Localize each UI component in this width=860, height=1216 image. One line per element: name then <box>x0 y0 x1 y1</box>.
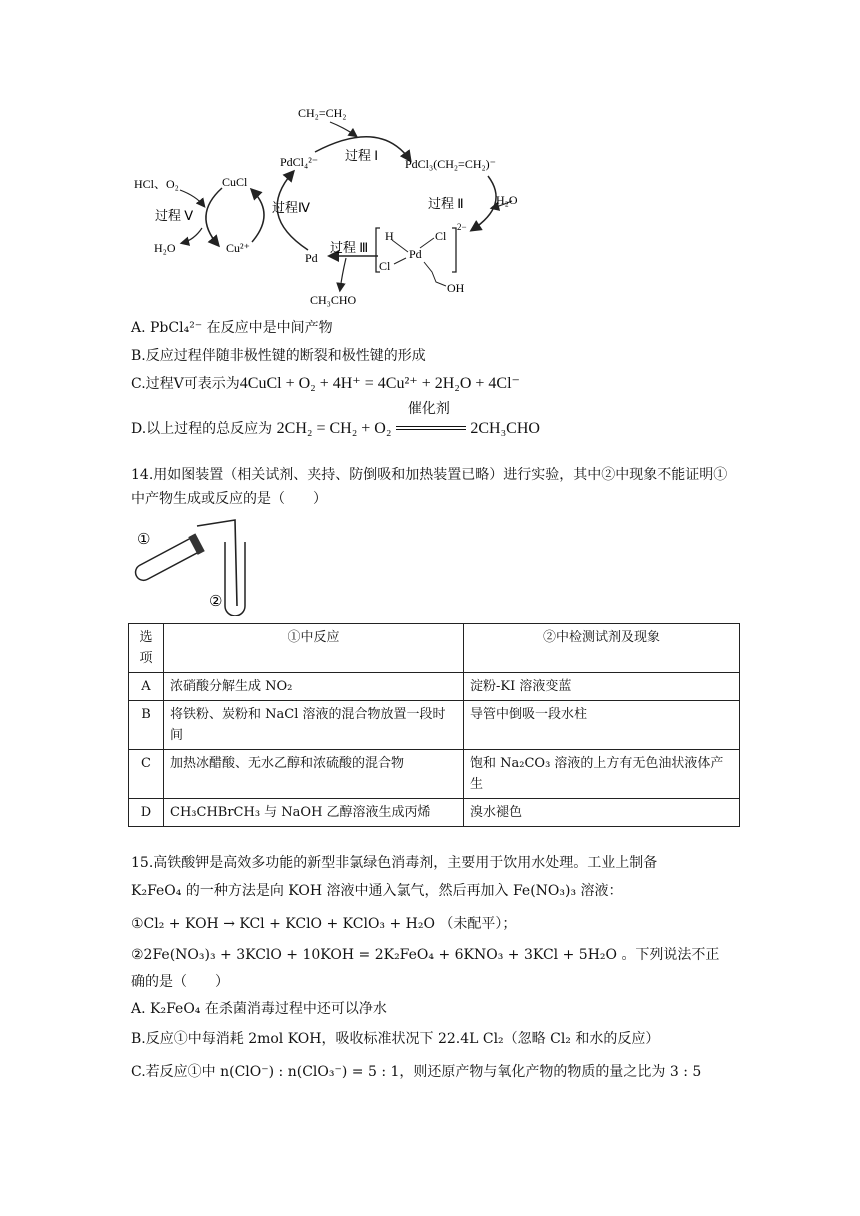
q14-stem: 14.用如图装置（相关试剂、夹持、防倒吸和加热装置已略）进行实验，其中②中现象不能证明①中产物生成或反应的是（ ） <box>131 467 728 507</box>
table-cell: 加热冰醋酸、无水乙醇和浓硫酸的混合物 <box>164 750 464 799</box>
pd-label: Pd <box>305 251 318 265</box>
pdcl3-complex-label: PdCl₃(CH₂=CH₂)⁻ <box>405 157 496 171</box>
complex-cl-top-label: Cl <box>435 229 447 243</box>
complex-bracket-right <box>452 228 456 272</box>
process1-label: 过程 Ⅰ <box>345 148 379 163</box>
table-row <box>129 673 740 701</box>
process5-label: 过程 Ⅴ <box>155 208 194 223</box>
ethylene-label: CH₂=CH₂ <box>298 106 347 120</box>
q15-option-b: B.反应①中每消耗 2mol KOH，吸收标准状况下 22.4L Cl₂（忽略 Cl₂ 和水的反应） <box>131 1031 660 1047</box>
q15-equation1: ①Cl₂ + KOH → KCl + KClO + KClO₃ + H₂O （未配平）； <box>131 916 517 932</box>
table-row <box>129 701 740 750</box>
table-cell: 将铁粉、炭粉和 NaCl 溶液的混合物放置一段时间 <box>164 701 464 750</box>
complex-pd-label: Pd <box>409 247 422 261</box>
table-cell: C <box>129 750 164 799</box>
q13-option-d-left: 2CH₂ = CH₂ + O₂ <box>276 420 392 437</box>
q14-table <box>128 623 740 827</box>
table-cell: A <box>129 673 164 701</box>
table-cell: 溴水褪色 <box>464 799 740 827</box>
table-cell: 淀粉-KI 溶液变蓝 <box>464 673 740 701</box>
q13-option-c-prefix: C.过程Ⅴ可表示为 <box>131 376 240 392</box>
hcl-o2-label: HCl、O₂ <box>134 177 179 191</box>
complex-h-label: H <box>385 229 394 243</box>
process2-label: 过程 Ⅱ <box>428 196 464 211</box>
q15-equation2-cont: 确的是（ ） <box>131 974 229 990</box>
hcl-in-arrow <box>180 190 204 206</box>
table-cell: B <box>129 701 164 750</box>
complex-cl-left-label: Cl <box>379 259 391 273</box>
cucl-label: CuCl <box>222 175 248 189</box>
q15-stem-line1: 15.高铁酸钾是高效多功能的新型非氯绿色消毒剂，主要用于饮用水处理。工业上制备 <box>131 855 658 871</box>
table-header-row <box>129 624 740 673</box>
table-row <box>129 799 740 827</box>
ethylene-in-arrow <box>330 122 356 136</box>
water-out-label: H₂O <box>154 241 176 255</box>
table-header-reaction: ①中反应 <box>164 624 464 673</box>
tube2-label: ② <box>209 592 223 610</box>
cu2-to-cucl-arrow <box>252 190 264 242</box>
tube1-label: ① <box>137 530 151 548</box>
complex-charge-label: 2− <box>457 222 467 232</box>
table-cell: CH₃CHBrCH₃ 与 NaOH 乙醇溶液生成丙烯 <box>164 799 464 827</box>
catalyst-arrow <box>396 401 466 444</box>
table-cell: D <box>129 799 164 827</box>
table-header-option: 选项 <box>129 624 164 673</box>
apparatus-diagram <box>125 508 255 616</box>
q13-option-a: A. PbCl₄²⁻ 在反应中是中间产物 <box>131 320 333 336</box>
water-in-label: H₂O <box>496 193 518 207</box>
catalyst-label: 催化剂 <box>407 401 450 417</box>
q15-equation2: ②2Fe(NO₃)₃ + 3KClO + 10KOH = 2K₂FeO₄ + 6KNO₃ + 3KCl + 5H₂O 。下列说法不正 <box>131 947 720 963</box>
q13-option-b: B.反应过程伴随非极性键的断裂和极性键的形成 <box>131 348 426 364</box>
acetaldehyde-out-arrow <box>340 258 346 290</box>
q15-option-a: A. K₂FeO₄ 在杀菌消毒过程中还可以净水 <box>131 1001 387 1017</box>
table-cell: 浓硝酸分解生成 NO₂ <box>164 673 464 701</box>
reaction-cycle-diagram <box>0 0 860 320</box>
q15-stem-line2: K₂FeO₄ 的一种方法是向 KOH 溶液中通入氯气，然后再加入 Fe(NO₃)₃ 溶液： <box>131 883 623 899</box>
process2-arrow <box>472 176 496 230</box>
q13-option-d-prefix: D.以上过程的总反应为 <box>131 421 273 437</box>
water-out-arrow <box>182 228 202 243</box>
complex-oh-label: OH <box>447 281 465 295</box>
table-cell: 导管中倒吸一段水柱 <box>464 701 740 750</box>
table-header-detection: ②中检测试剂及现象 <box>464 624 740 673</box>
process4-label: 过程Ⅳ <box>272 200 310 215</box>
process3-label: 过程 Ⅲ <box>330 240 369 255</box>
q13-option-d <box>131 401 540 444</box>
cucl-to-cu2-arrow <box>206 188 222 245</box>
acetaldehyde-label: CH₃CHO <box>310 293 357 307</box>
q13-option-d-right: 2CH₃CHO <box>470 420 540 437</box>
cu2-label: Cu²⁺ <box>226 241 250 255</box>
table-row <box>129 750 740 799</box>
q13-option-c <box>131 373 520 395</box>
table-cell: 饱和 Na₂CO₃ 溶液的上方有无色油状液体产生 <box>464 750 740 799</box>
q13-option-c-equation: 4CuCl + O₂ + 4H⁺ = 4Cu²⁺ + 2H₂O + 4Cl⁻ <box>239 375 520 392</box>
pdcl4-label: PdCl₄²⁻ <box>280 155 319 169</box>
q15-option-c: C.若反应①中 n(ClO⁻) : n(ClO₃⁻) = 5 : 1，则还原产物与氧化产物的物质的量之比为 3 : 5 <box>131 1064 702 1080</box>
